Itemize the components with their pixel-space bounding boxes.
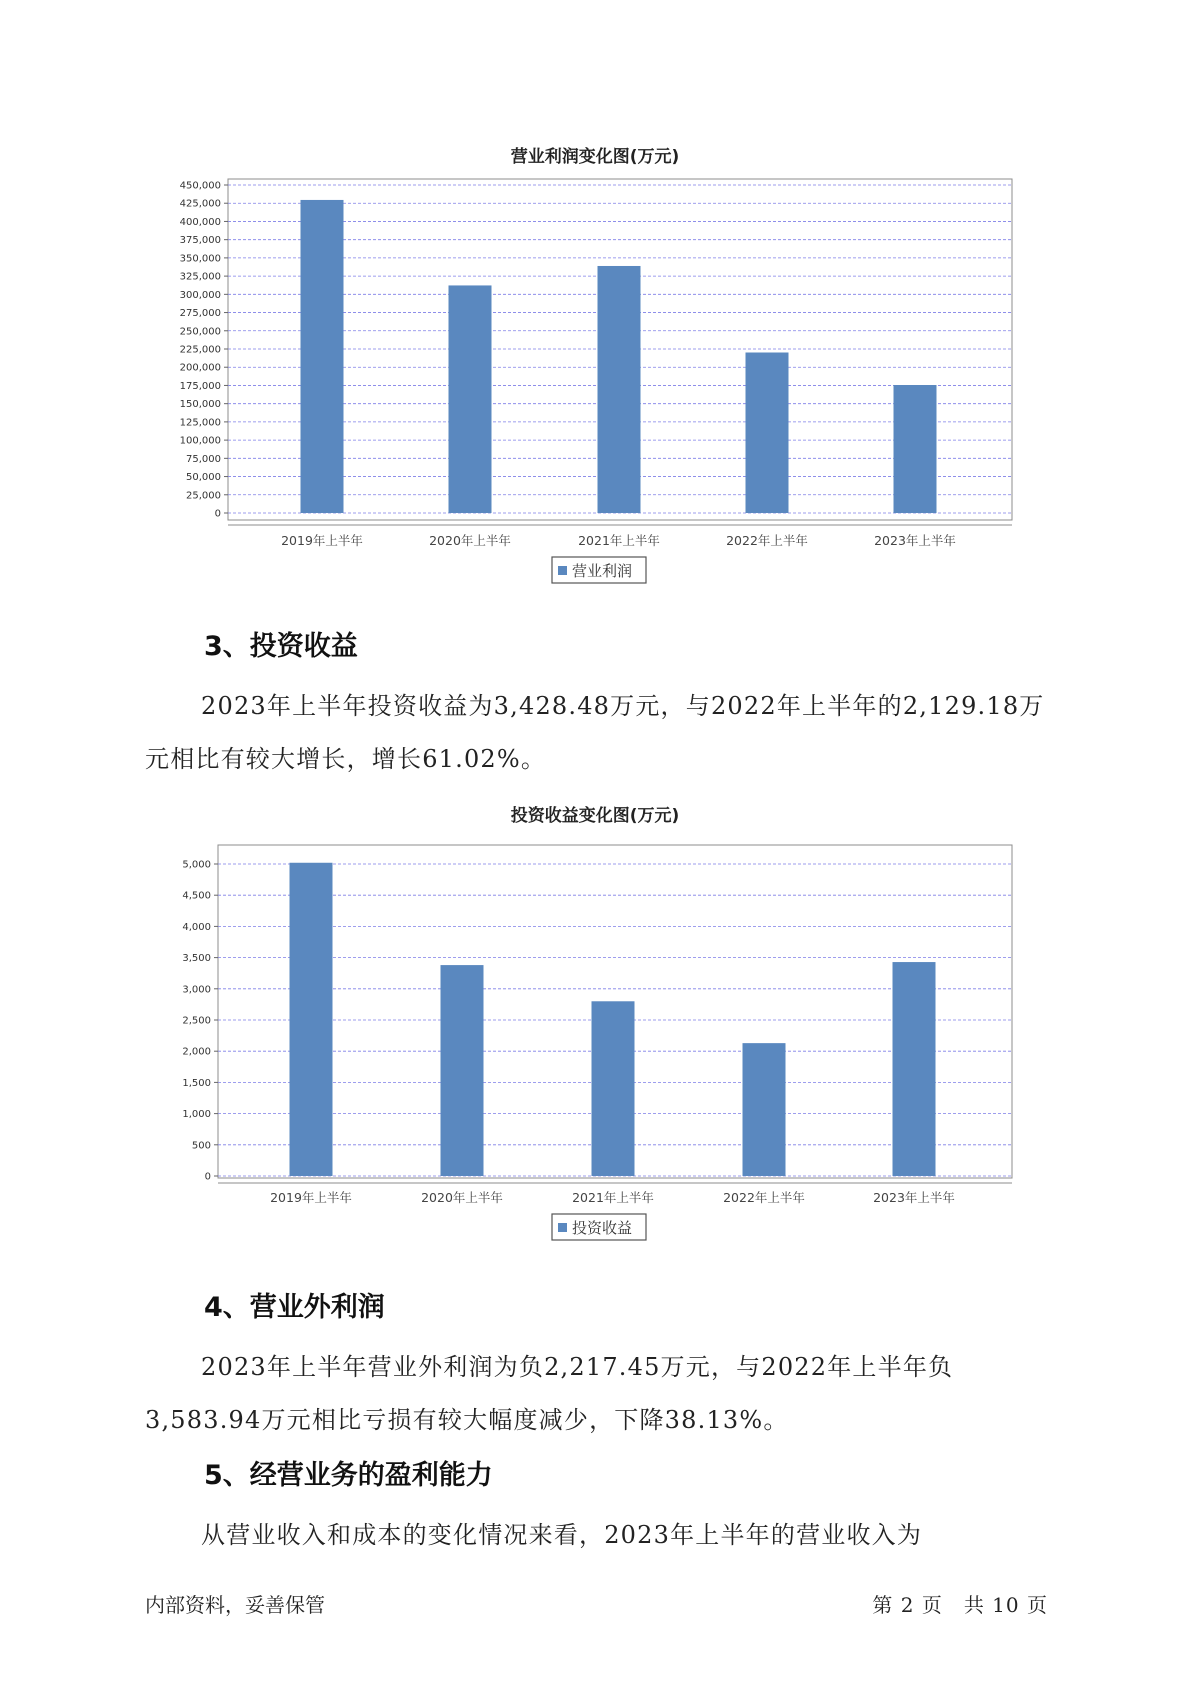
- bar-2021年上半年: [592, 1001, 635, 1176]
- y-tick-label: 225,000: [179, 344, 221, 356]
- y-tick-label: 500: [191, 1140, 211, 1152]
- y-tick-label: 350,000: [179, 253, 221, 265]
- investment-income-chart: [0, 800, 1191, 1260]
- bar-2023年上半年: [893, 962, 936, 1176]
- bar-2021年上半年: [598, 266, 641, 513]
- y-tick-label: 3,500: [182, 953, 211, 965]
- y-tick-label: 150,000: [179, 399, 221, 411]
- x-category-label: 2020年上半年: [421, 1190, 503, 1205]
- section-heading-profitability: 5、经营业务的盈利能力: [204, 1460, 493, 1491]
- y-tick-label: 300,000: [179, 289, 221, 301]
- operating-profit-chart: [0, 135, 1191, 595]
- y-tick-label: 25,000: [186, 490, 221, 502]
- x-category-label: 2021年上半年: [578, 533, 660, 548]
- y-tick-label: 250,000: [179, 326, 221, 338]
- x-category-label: 2022年上半年: [723, 1190, 805, 1205]
- bar-2023年上半年: [894, 385, 937, 513]
- section-heading-investment-income: 3、投资收益: [204, 631, 358, 662]
- x-category-label: 2019年上半年: [281, 533, 363, 548]
- section-heading-non-operating-profit: 4、营业外利润: [204, 1292, 385, 1323]
- bar-2020年上半年: [441, 965, 484, 1176]
- y-tick-label: 1,000: [182, 1109, 211, 1121]
- x-category-label: 2020年上半年: [429, 533, 511, 548]
- non-operating-profit-paragraph: 2023年上半年营业外利润为负2,217.45万元，与2022年上半年负3,583.94万元相比亏损有较大幅度减少，下降38.13%。: [145, 1353, 954, 1434]
- y-tick-label: 50,000: [186, 472, 221, 484]
- y-tick-label: 5,000: [182, 859, 211, 871]
- y-tick-label: 2,500: [182, 1015, 211, 1027]
- x-category-label: 2022年上半年: [726, 533, 808, 548]
- footer-page-number: 第 2 页 共 10 页: [872, 1593, 1048, 1617]
- footer-confidential-note: 内部资料，妥善保管: [145, 1593, 325, 1617]
- y-tick-label: 4,000: [182, 921, 211, 933]
- chart-title: 营业利润变化图(万元): [510, 147, 680, 167]
- y-tick-label: 0: [204, 1171, 211, 1183]
- legend-label: 营业利润: [572, 562, 633, 580]
- bar-2020年上半年: [449, 285, 492, 513]
- chart-legend: [552, 557, 646, 583]
- y-tick-label: 275,000: [179, 308, 221, 320]
- y-tick-label: 2,000: [182, 1046, 211, 1058]
- legend-label: 投资收益: [572, 1219, 633, 1237]
- y-tick-label: 4,500: [182, 890, 211, 902]
- y-tick-label: 75,000: [186, 453, 221, 465]
- x-category-label: 2023年上半年: [874, 533, 956, 548]
- chart-title: 投资收益变化图(万元): [510, 806, 680, 826]
- profitability-paragraph: 从营业收入和成本的变化情况来看，2023年上半年的营业收入为: [201, 1521, 923, 1549]
- bar-2019年上半年: [301, 200, 344, 513]
- x-category-label: 2019年上半年: [270, 1190, 352, 1205]
- y-tick-label: 100,000: [179, 435, 221, 447]
- y-tick-label: 3,000: [182, 984, 211, 996]
- x-category-label: 2023年上半年: [873, 1190, 955, 1205]
- bar-2022年上半年: [746, 352, 789, 513]
- y-tick-label: 0: [214, 508, 221, 520]
- bar-2022年上半年: [743, 1043, 786, 1176]
- y-tick-label: 425,000: [179, 198, 221, 210]
- y-tick-label: 1,500: [182, 1077, 211, 1089]
- y-tick-label: 400,000: [179, 216, 221, 228]
- y-tick-label: 375,000: [179, 235, 221, 247]
- investment-income-chart-svg: [0, 800, 1191, 1260]
- y-tick-label: 325,000: [179, 271, 221, 283]
- y-tick-label: 200,000: [179, 362, 221, 374]
- legend-swatch: [558, 1223, 567, 1232]
- operating-profit-chart-svg: [0, 135, 1191, 595]
- x-category-label: 2021年上半年: [572, 1190, 654, 1205]
- bar-2019年上半年: [290, 863, 333, 1176]
- legend-swatch: [558, 566, 567, 575]
- chart-legend: [552, 1214, 646, 1240]
- y-tick-label: 450,000: [179, 180, 221, 192]
- investment-income-paragraph: 2023年上半年投资收益为3,428.48万元，与2022年上半年的2,129.18万元相比有较大增长，增长61.02%。: [145, 692, 1045, 773]
- y-tick-label: 175,000: [179, 380, 221, 392]
- y-tick-label: 125,000: [179, 417, 221, 429]
